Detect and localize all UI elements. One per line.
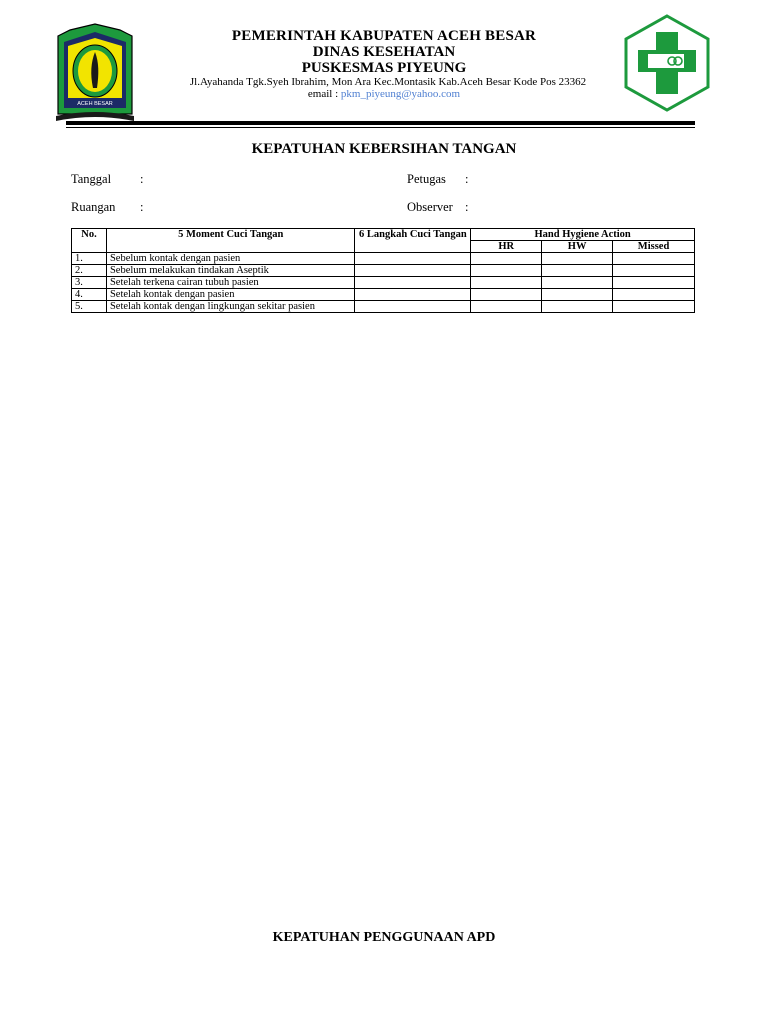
cell-hw[interactable] [542,289,613,301]
emblem-caption: ACEH BESAR [77,101,113,107]
row-moment: Setelah kontak dengan pasien [106,289,355,301]
row-number: 4. [72,289,107,301]
petugas-colon: : [465,172,469,186]
ruangan-label: Ruangan [71,200,116,214]
row-number: 5. [72,301,107,313]
letterhead-email [0,88,768,100]
cell-hr[interactable] [471,301,542,313]
header-missed: Missed [613,241,695,253]
cell-missed[interactable] [613,289,695,301]
row-moment: Setelah kontak dengan lingkungan sekitar pasien [106,301,355,313]
cell-missed[interactable] [613,301,695,313]
header-action: Hand Hygiene Action [471,229,695,241]
observer-colon: : [465,200,469,214]
cell-langkah[interactable] [355,289,471,301]
cell-langkah[interactable] [355,265,471,277]
cell-missed[interactable] [613,265,695,277]
table-row [72,253,695,265]
cell-langkah[interactable] [355,253,471,265]
header-langkah: 6 Langkah Cuci Tangan [355,229,471,253]
cell-hr[interactable] [471,253,542,265]
cell-langkah[interactable] [355,301,471,313]
letterhead-puskesmas: PUSKESMAS PIYEUNG [301,60,467,76]
form-title: KEPATUHAN KEBERSIHAN TANGAN [251,141,517,157]
cell-hr[interactable] [471,277,542,289]
cell-missed[interactable] [613,277,695,289]
table-row [72,277,695,289]
cell-hw[interactable] [542,277,613,289]
header-no: No. [72,229,107,253]
letterhead-divider-thick [66,121,695,125]
apd-section-title: KEPATUHAN PENGGUNAAN APD [272,930,496,945]
letterhead-government: PEMERINTAH KABUPATEN ACEH BESAR [231,28,537,44]
cell-missed[interactable] [613,253,695,265]
row-number: 3. [72,277,107,289]
header-hr: HR [471,241,542,253]
letterhead-department: DINAS KESEHATAN [312,44,456,60]
row-moment: Sebelum kontak dengan pasien [106,253,355,265]
table-row [72,289,695,301]
cell-langkah[interactable] [355,277,471,289]
header-hw: HW [542,241,613,253]
observer-label: Observer [407,200,453,214]
cell-hw[interactable] [542,265,613,277]
ruangan-colon: : [140,200,144,214]
email-link[interactable]: pkm_piyeung@yahoo.com [340,88,461,100]
table-row [72,301,695,313]
hand-hygiene-table [71,228,695,313]
cell-hr[interactable] [471,265,542,277]
header-moment: 5 Moment Cuci Tangan [106,229,355,253]
tanggal-label: Tanggal [71,172,112,186]
cell-hr[interactable] [471,289,542,301]
cell-hw[interactable] [542,253,613,265]
letterhead-divider-thin [66,127,695,128]
letterhead-address: Jl.Ayahanda Tgk.Syeh Ibrahim, Mon Ara Kec.Montasik Kab.Aceh Besar Kode Pos 23362 [189,76,587,88]
row-moment: Setelah terkena cairan tubuh pasien [106,277,355,289]
cell-hw[interactable] [542,301,613,313]
table-row [72,265,695,277]
email-label: email : [307,88,341,100]
row-number: 1. [72,253,107,265]
petugas-label: Petugas [407,172,446,186]
tanggal-colon: : [140,172,144,186]
row-moment: Sebelum melakukan tindakan Aseptik [106,265,355,277]
row-number: 2. [72,265,107,277]
